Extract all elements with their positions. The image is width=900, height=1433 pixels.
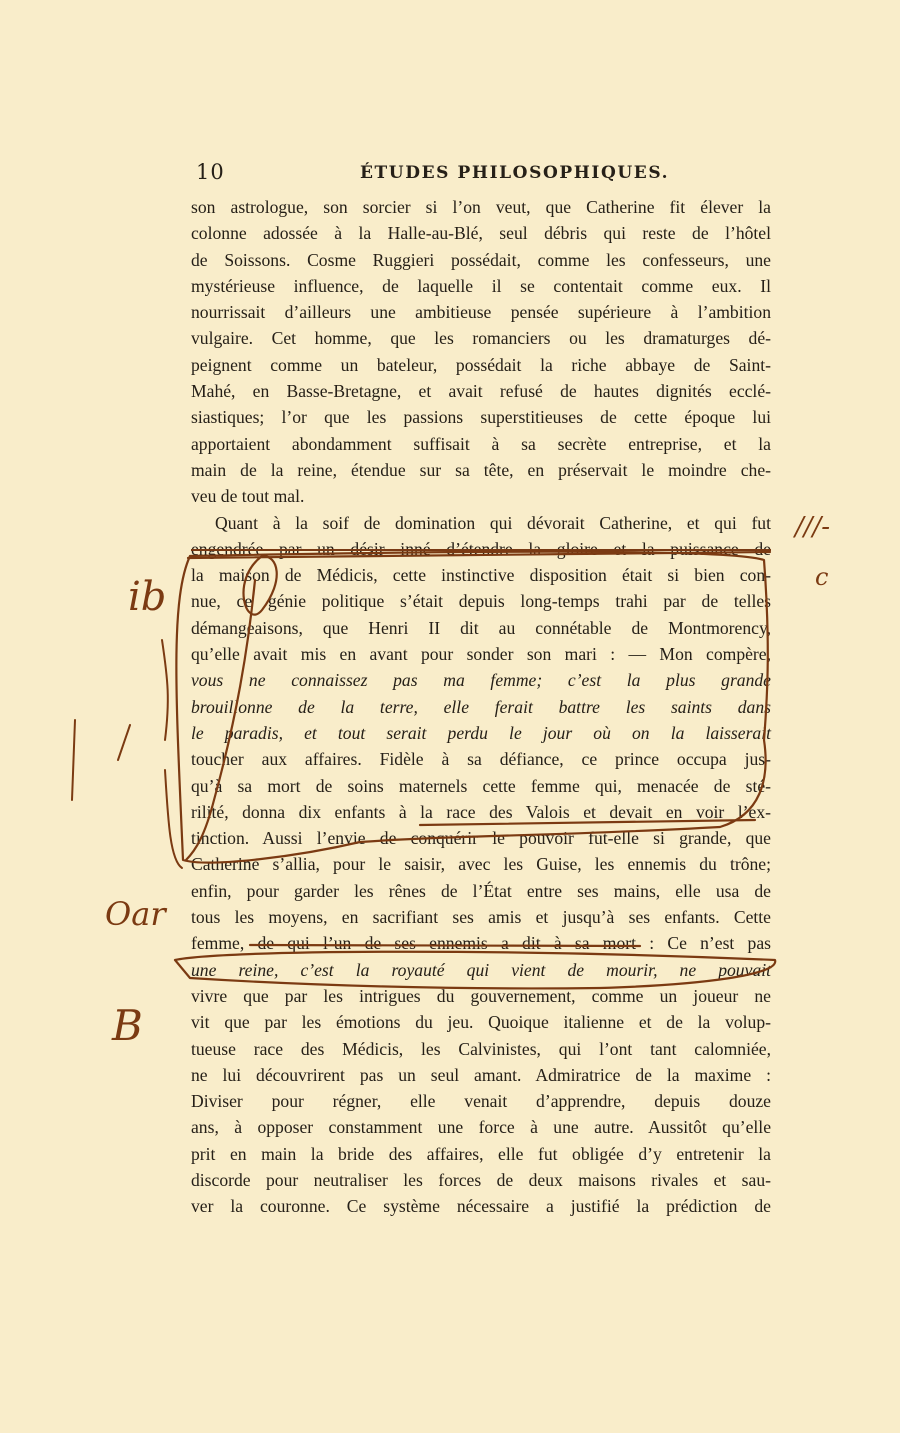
text-line: nue, ce génie politique s’était depuis long-temps trahi par de telles [191,591,771,612]
text-line: de Soissons. Cosme Ruggieri possédait, comme les confesseurs, une [191,249,771,270]
text-line: vous ne connaissez pas ma femme; c’est la plus grande [191,670,771,691]
margin-note-oar: Oar [105,895,166,933]
text-line: tous les moyens, en sacrifiant ses amis et jusqu’à ses enfants. Cette [191,907,771,928]
text-line: Diviser pour régner, elle venait d’apprendre, depuis douze [191,1091,771,1112]
margin-mark [118,725,130,760]
margin-mark [165,770,182,868]
text-line: brouillonne de la terre, elle ferait battre les saints dans [191,696,771,717]
text-line: démangeaisons, que Henri II dit au connétable de Montmorency, [191,617,771,638]
margin-note-right-mid: c [815,563,829,591]
text-line: femme, de qui l’un de ses ennemis a dit à sa mort : Ce n’est pas [191,933,771,954]
text-line: vit que par les émotions du jeu. Quoique italienne et de la volup- [191,1012,771,1033]
text-line: siastiques; l’or que les passions superstitieuses de cette époque lui [191,407,771,428]
page-number: 10 [196,160,225,184]
text-line: vulgaire. Cet homme, que les romanciers ou les dramaturges dé- [191,328,771,349]
text-line: peignent comme un bateleur, possédait la riche abbaye de Saint- [191,354,771,375]
text-line: discorde pour neutraliser les forces de deux maisons rivales et sau- [191,1169,771,1190]
text-line: ne lui découvrirent pas un seul amant. Admiratrice de la maxime : [191,1064,771,1085]
body-text [191,194,771,1220]
text-line: la maison de Médicis, cette instinctive disposition était si bien con- [191,565,771,586]
text-line: Mahé, en Basse-Bretagne, et avait refusé de hautes dignités ecclé- [191,381,771,402]
text-line: nourrissait d’ailleurs une ambitieuse pensée supérieure à l’ambition [191,302,771,323]
text-line: enfin, pour garder les rênes de l’État entre ses mains, elle usa de [191,880,771,901]
margin-note-ib: ib [128,574,167,620]
text-line: tueuse race des Médicis, les Calvinistes, qui l’ont tant calomniée, [191,1038,771,1059]
text-line: son astrologue, son sorcier si l’on veut, que Catherine fit élever la [191,197,771,217]
text-line: qu’elle avait mis en avant pour sonder son mari : — Mon compère, [191,644,771,665]
margin-mark [72,720,75,800]
margin-note-b: B [112,1001,143,1050]
text-line: main de la reine, étendue sur sa tête, en préservait le moindre che- [191,459,771,480]
text-line: vivre que par les intrigues du gouvernement, comme un joueur ne [191,985,771,1006]
text-line: colonne adossée à la Halle-au-Blé, seul débris qui reste de l’hôtel [191,223,771,244]
running-title: ÉTUDES PHILOSOPHIQUES. [360,163,670,183]
text-line: le paradis, et tout serait perdu le jour où on la laisserait [191,722,771,743]
text-line: qu’à sa mort de soins maternels cette femme qui, menacée de sté- [191,775,771,796]
text-line: une reine, c’est la royauté qui vient de mourir, ne pouvait [191,959,771,980]
text-line: tinction. Aussi l’envie de conquérir le pouvoir fut-elle si grande, que [191,828,771,849]
text-line: apportaient abondamment suffisait à sa secrète entreprise, et la [191,433,771,454]
margin-mark [162,640,168,740]
text-line: veu de tout mal. [191,486,305,507]
text-line: ans, à opposer constamment une force à une autre. Aussitôt qu’elle [191,1117,771,1138]
text-line: toucher aux affaires. Fidèle à sa défiance, ce prince occupa jus- [191,749,771,770]
text-line: prit en main la bride des affaires, elle fut obligée d’y entretenir la [191,1143,771,1164]
text-line: rilité, donna dix enfants à la race des Valois et devait en voir l’ex- [191,801,771,822]
text-line: mystérieuse influence, de laquelle il se contentait comme eux. Il [191,275,771,296]
text-line: Quant à la soif de domination qui dévorait Catherine, et qui fut [215,512,771,533]
margin-note-right-top: ///- [795,512,831,542]
struck-text-line: engendrée par un désir inné d’étendre la gloire et la puissance de [191,538,771,559]
text-line: ver la couronne. Ce système nécessaire a justifié la prédiction de [191,1196,771,1217]
text-line: Catherine s’allia, pour le saisir, avec les Guise, les ennemis du trône; [191,854,771,875]
